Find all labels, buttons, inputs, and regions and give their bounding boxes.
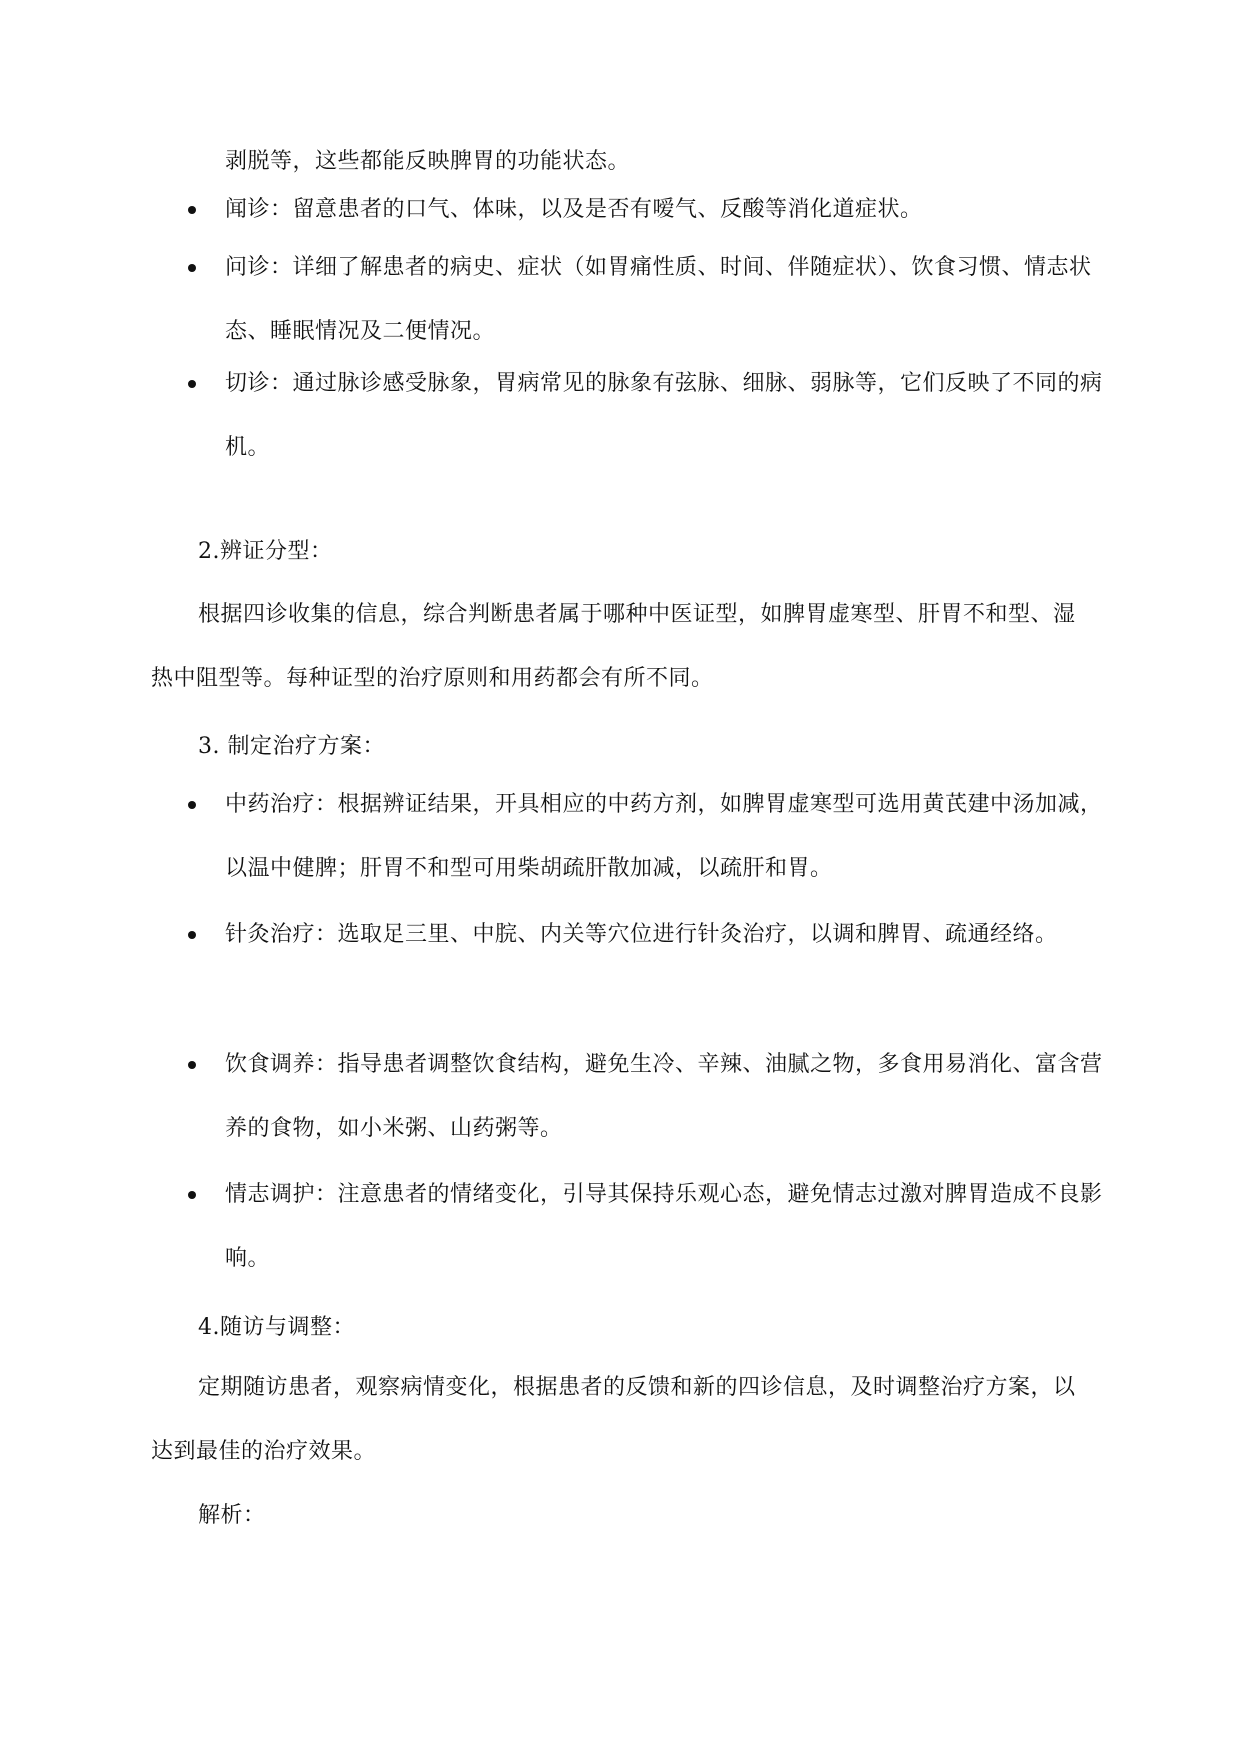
analysis-label: 解析： — [198, 1503, 266, 1528]
bullet-dot-icon — [188, 1191, 196, 1199]
bullet-dot-icon — [188, 801, 196, 809]
bullet-dot-icon — [188, 206, 196, 214]
section-heading-followup: 4.随访与调整： — [198, 1315, 355, 1340]
bullet-dot-icon — [188, 264, 196, 272]
list-item-text: 针灸治疗：选取足三里、中脘、内关等穴位进行针灸治疗，以调和脾胃、疏通经络。 — [225, 922, 1058, 947]
bullet-dot-icon — [188, 931, 196, 939]
list-item-text: 切诊：通过脉诊感受脉象，胃病常见的脉象有弦脉、细脉、弱脉等，它们反映了不同的病机。 — [225, 371, 1103, 460]
list-item-text: 饮食调养：指导患者调整饮食结构，避免生冷、辛辣、油腻之物，多食用易消化、富含营养的食物，如小米粥、山药粥等。 — [225, 1052, 1103, 1141]
list-item-text: 中药治疗：根据辨证结果，开具相应的中药方剂，如脾胃虚寒型可选用黄芪建中汤加减，以温中健脾；肝胃不和型可用柴胡疏肝散加减，以疏肝和胃。 — [225, 792, 1103, 881]
continuation-text: 剥脱等，这些都能反映脾胃的功能状态。 — [225, 149, 631, 174]
section-heading-treatment-plan: 3. 制定治疗方案： — [198, 734, 385, 759]
bullet-dot-icon — [188, 1061, 196, 1069]
section-body-followup: 定期随访患者，观察病情变化，根据患者的反馈和新的四诊信息，及时调整治疗方案，以达到最佳的治疗效果。 — [151, 1375, 1076, 1464]
bullet-dot-icon — [188, 380, 196, 388]
list-item-text: 问诊：详细了解患者的病史、症状（如胃痛性质、时间、伴随症状）、饮食习惯、情志状态、睡眠情况及二便情况。 — [225, 255, 1092, 344]
list-item-text: 闻诊：留意患者的口气、体味，以及是否有嗳气、反酸等消化道症状。 — [225, 197, 923, 222]
section-body-bianzheng: 根据四诊收集的信息，综合判断患者属于哪种中医证型，如脾胃虚寒型、肝胃不和型、湿热中阻型等。每种证型的治疗原则和用药都会有所不同。 — [151, 602, 1076, 691]
section-heading-bianzheng: 2.辨证分型： — [198, 539, 333, 564]
list-item-text: 情志调护：注意患者的情绪变化，引导其保持乐观心态，避免情志过激对脾胃造成不良影响。 — [225, 1182, 1103, 1271]
